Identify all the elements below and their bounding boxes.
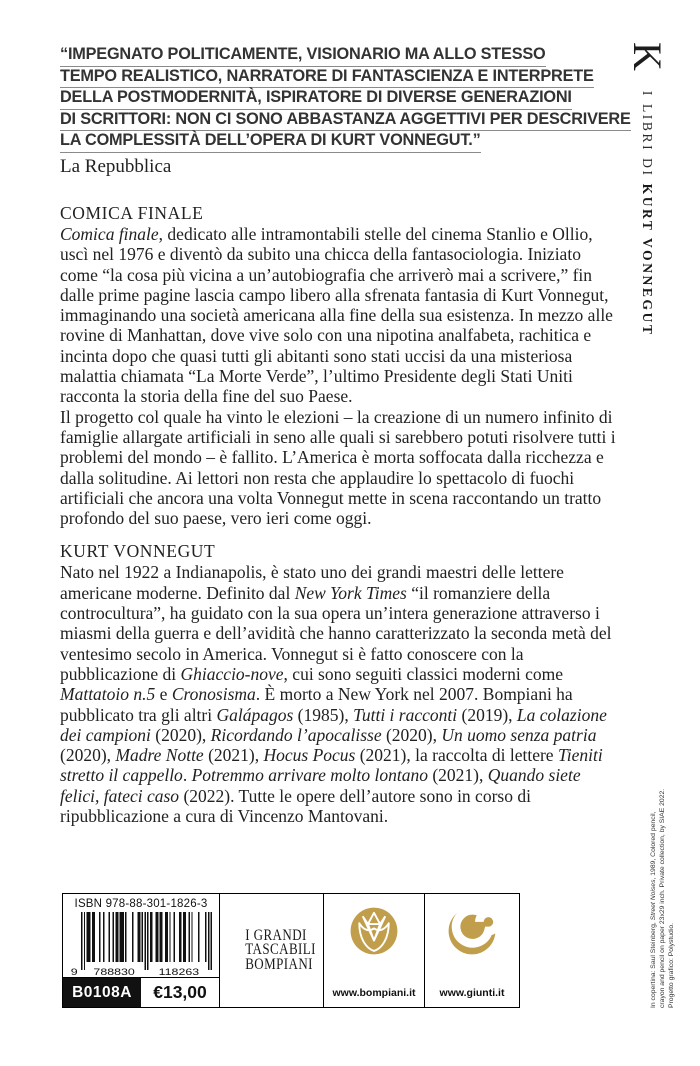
ean-bars: [81, 912, 212, 970]
edition-code-badge: B0108A: [63, 978, 141, 1007]
series-title-prefix: I LIBRI DI: [640, 90, 655, 184]
cover-credits: [650, 750, 676, 1008]
text-line: I GRANDI: [245, 926, 307, 944]
text-line: TASCABILI: [245, 941, 316, 959]
main-text-column: [60, 45, 631, 826]
section-heading-book-title: COMICA FINALE: [60, 202, 204, 223]
paragraph: In copertina: Saul Steinberg, Street Noises, 1989, Colored pencil,: [650, 811, 657, 1008]
text-line: DELLA POSTMODERNITÀ, ISPIRATORE DI DIVERSE GENERAZIONI: [60, 88, 618, 110]
isbn-label: ISBN 978-88-301-1826-3: [74, 898, 208, 910]
badge-row: [63, 977, 219, 1007]
bompiani-url: www.bompiani.it: [332, 987, 416, 999]
ean-barcode: [70, 912, 212, 976]
paragraph: Comica finale, dedicato alle intramontabili stelle del cinema Stanlio e Ollio, uscì nel 1976 e diventò da subito una chicca della fantasociologia. Iniziato come “la cosa più vicina a un’autobiografia che arriverò mai a scrivere,” fin dalle prime pagine lascia campo libero alla sfrenata fantasia di Kurt Vonnegut, immaginando una società americana alla fine della sua esistenza. In mezzo alle rovine di Manhattan, dove vive solo con una nipotina analfabeta, rachitica e incinta dopo che quasi tutti gli abitanti sono stati uccisi da una misteriosa malattia chiamata “La Morte Verde”, l’ultimo Presidente degli Stati Uniti racconta la storia della fine del suo Paese.: [60, 223, 613, 407]
ean-right-digits: 118263: [158, 967, 200, 976]
publisher-k-mark-icon: K: [625, 42, 670, 71]
author-bio: [60, 562, 618, 826]
text-line: LA COMPLESSITÀ DELL’OPERA DI KURT VONNEGUT.”: [60, 131, 618, 153]
quote-attribution: La Repubblica: [60, 155, 172, 177]
press-quote: [60, 45, 631, 153]
book-synopsis: [60, 224, 618, 528]
ean-left-digits: 788830: [93, 967, 135, 976]
giunti-g-icon: [446, 905, 498, 957]
section-heading-author: KURT VONNEGUT: [60, 541, 216, 562]
paragraph: Progetto grafico: Polystudio.: [667, 922, 675, 1008]
bompiani-tulip-icon: [348, 905, 400, 957]
barcode-wrap: [63, 910, 219, 977]
series-title: [640, 91, 655, 337]
paragraph: Nato nel 1922 a Indianapolis, è stato uno dei grandi maestri delle lettere americane moderne. Definito dal New York Times “il romanziere della controcultura”, ha guidato con la sua opera un’intera generazione attraverso i miasmi della guerra e dell’avidità che hanno caratterizzato la seconda metà del ventesimo secolo in America. Vonnegut si è fatto conoscere con la pubblicazione di Ghiaccio-nove, cui sono seguiti classici moderni come Mattatoio n.5 e Cronosisma. È morto a New York nel 2007. Bompiani ha pubblicato tra gli altri Galápagos (1985), Tutti i racconti (2019), La colazione dei campioni (2020), Ricordando l’apocalisse (2020), Un uomo senza patria (2020), Madre Notte (2021), Hocus Pocus (2021), la raccolta di lettere Tieniti stretto il cappello. Potremmo arrivare molto lontano (2021), Quando siete felici, fateci caso (2022). Tutte le opere dell’autore sono in corso di ripubblicazione a cura di Vincenzo Mantovani.: [60, 562, 612, 826]
barcode-cell: [63, 894, 219, 1007]
series-title-author: KURT VONNEGUT: [640, 183, 655, 337]
text-line: TEMPO REALISTICO, NARRATORE DI FANTASCIENZA E INTERPRETE: [60, 67, 618, 89]
price: €13,00: [153, 982, 207, 1002]
series-box: [220, 926, 316, 973]
series-box-cell: [219, 894, 323, 1007]
giunti-cell: [424, 894, 519, 1007]
paragraph: crayon and pencil on paper 23x29 inch. Private collection, by SIAE 2022.: [658, 788, 666, 1008]
giunti-url: www.giunti.it: [439, 987, 505, 999]
bompiani-cell: [323, 894, 424, 1007]
text-line: BOMPIANI: [245, 955, 313, 973]
ean-first-digit: 9: [70, 967, 78, 976]
footer-strip: [62, 893, 520, 1008]
paragraph: Il progetto col quale ha vinto le elezioni – la creazione di un numero infinito di famiglie allargate artificiali in seno alle quali si sarebbero potuti risolvere tutti i problemi del mondo – è fallito. L’America è morta soffocata dalla ricchezza e dalla solitudine. Ai lettori non resta che applaudire lo spettacolo di fuochi artificiali che ancora una volta Vonnegut mette in scena raccontando un tratto profondo del suo paese, vero ieri come oggi.: [60, 406, 616, 529]
text-line: “IMPEGNATO POLITICAMENTE, VISIONARIO MA ALLO STESSO: [60, 45, 618, 67]
text-line: DI SCRITTORI: NON CI SONO ABBASTANZA AGGETTIVI PER DESCRIVERE: [60, 110, 618, 132]
